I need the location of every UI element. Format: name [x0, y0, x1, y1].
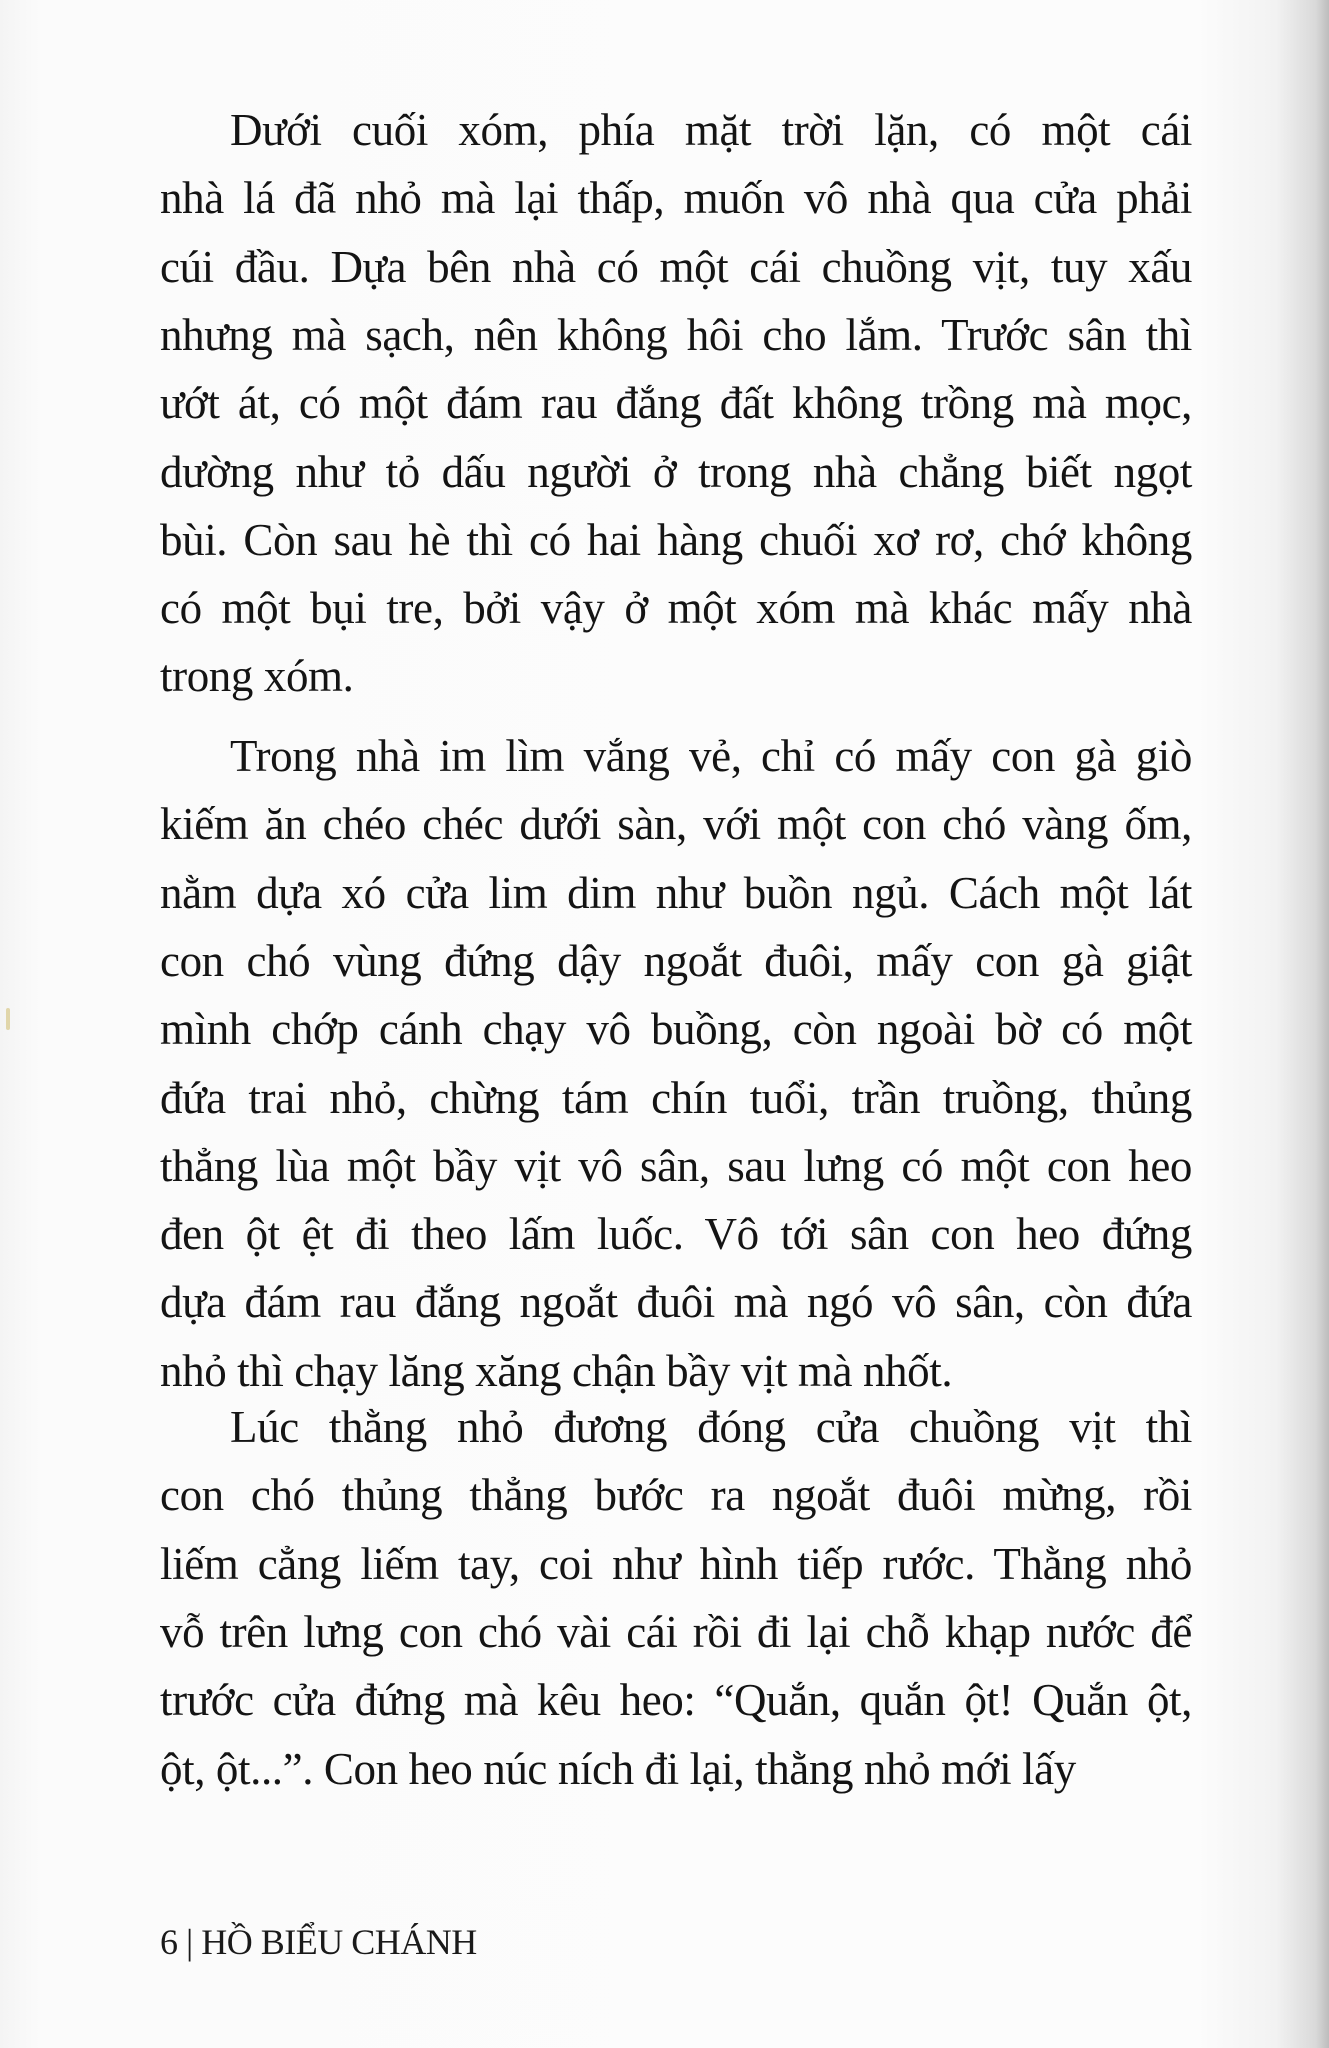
paragraph-3-line: Lúc thằng nhỏ đương đóng cửa chuồng vịt thì — [230, 1402, 1192, 1452]
paragraph-1-line: trong xóm. — [160, 651, 354, 702]
page-number: 6 — [160, 1922, 178, 1962]
paragraph-1-line: ướt át, có một đám rau đắng đất không trồng mà mọc, — [160, 378, 1192, 429]
paragraph-3-line: con chó thủng thẳng bước ra ngoắt đuôi mừng, rồi — [160, 1470, 1192, 1521]
paragraph-2-line: nhỏ thì chạy lăng xăng chận bầy vịt mà nhốt. — [160, 1345, 953, 1396]
paragraph-2-line: đứa trai nhỏ, chừng tám chín tuổi, trần truồng, thủng — [160, 1072, 1192, 1123]
paragraph-2-line: thẳng lùa một bầy vịt vô sân, sau lưng có một con heo — [160, 1140, 1192, 1191]
paragraph-2-line: nằm dựa xó cửa lim dim như buồn ngủ. Cách một lát — [160, 867, 1192, 918]
paragraph-1-line: bùi. Còn sau hè thì có hai hàng chuối xơ rơ, chớ không — [160, 514, 1192, 565]
paragraph-1-line: dường như tỏ dấu người ở trong nhà chẳng biết ngọt — [160, 446, 1192, 497]
paragraph-2-line: kiếm ăn chéo chéc dưới sàn, với một con chó vàng ốm, — [160, 799, 1192, 850]
paragraph-2-line: Trong nhà im lìm vắng vẻ, chỉ có mấy con gà giò — [230, 731, 1192, 781]
paragraph-1-line: Dưới cuối xóm, phía mặt trời lặn, có một cái — [230, 105, 1192, 155]
paragraph-3-line: ột, ột...”. Con heo núc ních đi lại, thằng nhỏ mới lấy — [160, 1743, 1076, 1794]
footer-separator: | — [186, 1922, 193, 1962]
paragraph-1-line: cúi đầu. Dựa bên nhà có một cái chuồng vịt, tuy xấu — [160, 241, 1192, 292]
paragraph-2-line: đen ột ệt đi theo lấm luốc. Vô tới sân con heo đứng — [160, 1209, 1192, 1260]
paragraph-3-line: liếm cẳng liếm tay, coi như hình tiếp rước. Thằng nhỏ — [160, 1538, 1192, 1589]
paragraph-2-line: con chó vùng đứng dậy ngoắt đuôi, mấy con gà giật — [160, 935, 1192, 986]
paragraph-1-line: nhưng mà sạch, nên không hôi cho lắm. Trước sân thì — [160, 309, 1192, 360]
paragraph-2-line: mình chớp cánh chạy vô buồng, còn ngoài bờ có một — [160, 1004, 1192, 1055]
paragraph-1-line: nhà lá đã nhỏ mà lại thấp, muốn vô nhà qua cửa phải — [160, 173, 1192, 224]
paragraph-1-line: có một bụi tre, bởi vậy ở một xóm mà khác mấy nhà — [160, 583, 1192, 634]
author-name: HỒ BIỂU CHÁNH — [201, 1922, 477, 1962]
paragraph-3-line: vỗ trên lưng con chó vài cái rồi đi lại chỗ khạp nước để — [160, 1606, 1192, 1657]
paragraph-3-line: trước cửa đứng mà kêu heo: “Quắn, quắn ột! Quắn ột, — [160, 1675, 1192, 1726]
paragraph-2-line: dựa đám rau đắng ngoắt đuôi mà ngó vô sân, còn đứa — [160, 1277, 1192, 1328]
scan-mark — [6, 1008, 10, 1030]
page-footer — [160, 1916, 477, 1968]
